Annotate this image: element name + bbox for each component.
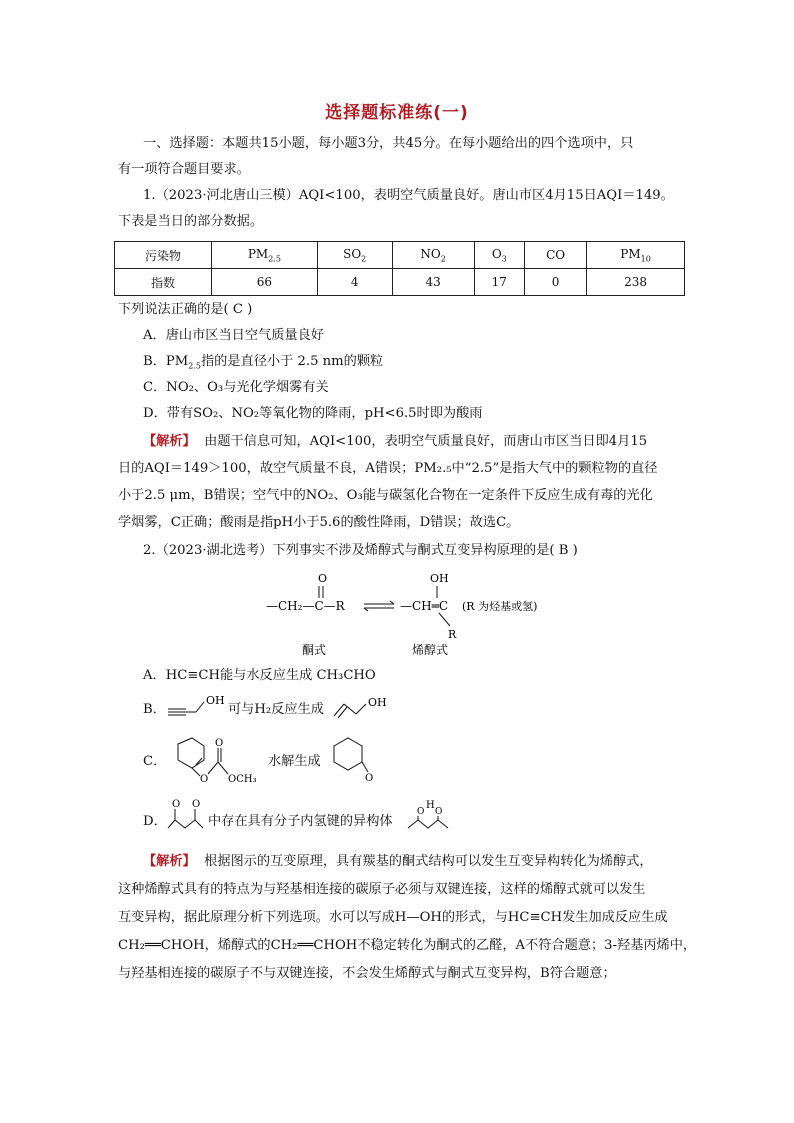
table-cell: 0 <box>525 269 587 296</box>
enol-bond <box>439 613 450 626</box>
q1-option-b <box>143 352 709 377</box>
q2-option-b-text: 可与H₂反应生成 <box>228 702 324 717</box>
q1-analysis-line-3: 小于2.5 μm，B错误；空气中的NO₂、O₃能与碳氢化合物在一定条件下反应生成有毒的光化 <box>118 488 653 503</box>
table-header-cell <box>474 242 524 269</box>
enol-oh-label: OH <box>430 572 449 585</box>
q1-question: 下列说法正确的是( C ) <box>118 302 253 317</box>
table-cell: 43 <box>392 269 474 296</box>
table-header-cell <box>392 242 474 269</box>
q2-option-d-text: 中存在具有分子内氢键的异构体 <box>208 814 393 829</box>
table-header-cell <box>587 242 685 269</box>
option-b-post: 指的是直径小于 2.5 nm的颗粒 <box>201 354 384 369</box>
table-header-row <box>115 242 685 269</box>
q1-option-c: C．NO₂、O₃与光化学烟雾有关 <box>143 380 329 395</box>
table-header-cell <box>317 242 392 269</box>
header-text: PM <box>247 246 269 261</box>
table-cell: 238 <box>587 269 685 296</box>
ketone-formula: —CH₂—C—R <box>266 599 345 613</box>
diketone-o-label: O <box>192 799 201 810</box>
header-text: NO <box>420 246 441 261</box>
analysis-text: 根据图示的互变原理，具有羰基的酮式结构可以发生互变异构转化为烯醇式， <box>204 854 653 869</box>
equilibrium-arrow <box>364 601 394 611</box>
intro-line-2: 有一项符合题目要求。 <box>118 162 250 177</box>
oh-label: OH <box>206 694 225 707</box>
pollutant-table <box>114 241 685 296</box>
enol-formula: —CH═C <box>400 599 449 613</box>
diketone-structure <box>166 796 206 836</box>
analysis-tag: 【解析】 <box>143 854 196 869</box>
q1-analysis-line-1 <box>143 432 709 452</box>
q1-option-d: D．带有SO₂、NO₂等氧化物的降雨，pH<6.5时即为酸雨 <box>143 406 483 421</box>
table-header-cell: CO <box>525 242 587 269</box>
cyclohexanone-structure <box>328 734 378 784</box>
q2-analysis-line-5: 与羟基相连接的碳原子不与双键连接，不会发生烯醇式与酮式互变异构，B符合题意； <box>118 966 616 981</box>
header-text: PM <box>620 246 641 261</box>
header-sub: 2.5 <box>268 254 281 264</box>
table-cell: 4 <box>317 269 392 296</box>
h-bonded-enol-structure <box>404 798 454 838</box>
q2-analysis-line-4: CH₂══CHOH，烯醇式的CH₂══CHOH不稳定转化为酮式的乙醛，A不符合题意；3-羟基丙烯中， <box>118 938 697 953</box>
header-text: SO <box>343 246 362 261</box>
header-sub: 3 <box>501 254 507 264</box>
table-header-cell: 污染物 <box>115 242 212 269</box>
table-row <box>115 269 685 296</box>
enol-ester-structure <box>166 734 266 784</box>
q1-option-a: A．唐山市区当日空气质量良好 <box>143 328 324 343</box>
ketone-o-label: O <box>318 572 328 585</box>
ester-o-label: O <box>200 774 209 784</box>
table-row-label: 指数 <box>115 269 212 296</box>
header-sub: 2 <box>440 254 446 264</box>
intro-line-1: 一、选择题：本题共15小题，每小题3分，共45分。在每小题给出的四个选项中，只 <box>143 136 634 151</box>
och3-label: OCH₃ <box>228 774 257 784</box>
enol-r-label: R <box>448 628 457 641</box>
q2-option-c-label: C． <box>143 754 167 769</box>
header-text: O <box>491 246 502 261</box>
q2-option-a: A．HC≡CH能与水反应生成 CH₃CHO <box>143 668 376 683</box>
analysis-text: 由题干信息可知，AQI<100，表明空气质量良好，而唐山市区当日即4月15 <box>204 434 648 449</box>
q2-option-b-label: B． <box>143 702 166 717</box>
ring-o-label: O <box>435 807 443 817</box>
ring-o-label: O <box>417 807 425 817</box>
option-b-sub: 2.5 <box>188 361 201 371</box>
scheme-note: (R 为烃基或氢) <box>462 600 538 613</box>
q2-option-c-text: 水解生成 <box>268 754 321 769</box>
q2-option-d-label: D． <box>143 814 167 829</box>
q1-stem-line-1: 1.（2023·河北唐山三模）AQI<100，表明空气质量良好。唐山市区4月15日AQI＝149。 <box>143 188 674 203</box>
q1-analysis-line-4: 学烟雾，C正确；酸雨是指pH小于5.6的酸性降雨，D错误；故选C。 <box>118 515 520 530</box>
q2-analysis-line-2: 这种烯醇式具有的特点为与羟基相连接的碳原子必须与双键连接，这样的烯醇式就可以发生 <box>118 882 646 897</box>
q2-analysis-line-1 <box>143 852 709 872</box>
q1-stem-line-2: 下表是当日的部分数据。 <box>118 214 264 229</box>
page-title: 选择题标准练(一) <box>325 103 469 123</box>
q1-analysis-line-2: 日的AQI＝149＞100，故空气质量不良，A错误；PM₂.₅中“2.5”是指大气中的颗粒物的直径 <box>118 461 658 476</box>
diketone-o-label: O <box>172 799 181 810</box>
enol-label: 烯醇式 <box>412 643 449 657</box>
table-cell: 17 <box>474 269 524 296</box>
allyl-alcohol-structure <box>330 692 390 722</box>
header-sub: 10 <box>640 254 651 264</box>
ketone-label: 酮式 <box>302 643 327 657</box>
carbonyl-o-label: O <box>215 738 224 749</box>
ketone-o-label: O <box>365 773 374 784</box>
oh-label: OH <box>368 696 387 709</box>
q2-analysis-line-3: 互变异构，据此原理分析下列选项。水可以写成H—OH的形式，与HC≡CH发生加成反应生成 <box>118 910 668 925</box>
q2-stem: 2.（2023·湖北选考）下列事实不涉及烯醇式与酮式互变异构原理的是( B ) <box>143 543 578 558</box>
option-b-pre: B．PM <box>143 354 189 369</box>
tautomer-scheme <box>260 568 570 660</box>
h-label: H <box>426 800 435 811</box>
table-cell: 66 <box>212 269 318 296</box>
propargyl-alcohol-structure <box>166 692 226 722</box>
table-header-cell <box>212 242 318 269</box>
analysis-tag: 【解析】 <box>143 434 196 449</box>
header-sub: 2 <box>361 254 367 264</box>
